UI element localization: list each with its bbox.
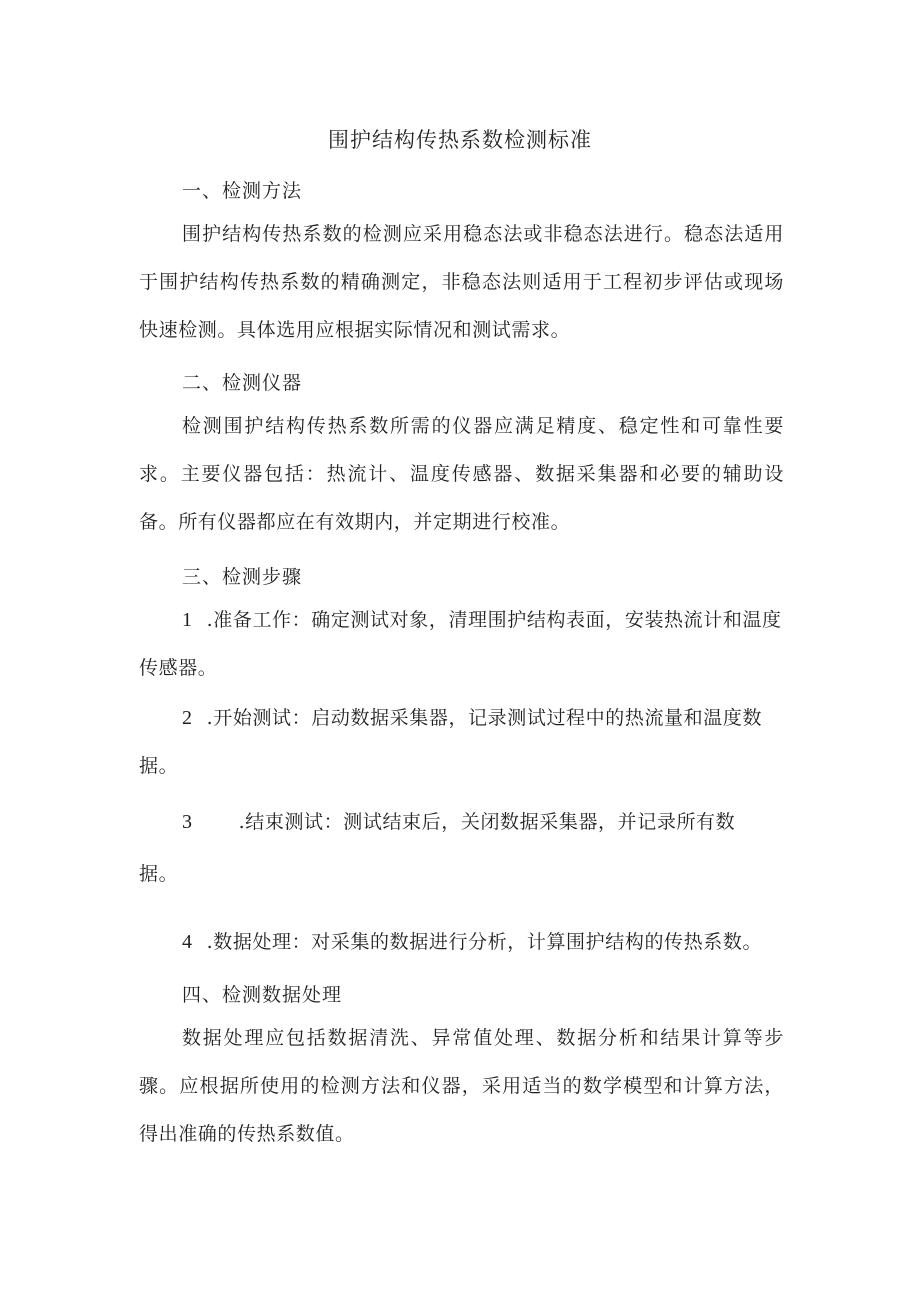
section-heading-data-processing: 四、检测数据处理 [182, 984, 343, 1006]
paragraph-text: 数据处理应包括数据清洗、异常值处理、数据分析和结果计算等步骤。应根据所使用的检测方法和仪器，采用适当的数学模型和计算方法，得出准确的传热系数值。 [139, 1027, 784, 1145]
step-number: 3 [182, 811, 193, 833]
step-item [139, 596, 784, 692]
step-text: .结束测试：测试结束后，关闭数据采集器，并记录所有数 [238, 811, 736, 833]
step-item [139, 694, 784, 790]
paragraph-text: 围护结构传热系数的检测应采用稳态法或非稳态法进行。稳态法适用于围护结构传热系数的精确测定，非稳态法则适用于工程初步评估或现场快速检测。具体选用应根据实际情况和测试需求。 [139, 223, 784, 341]
step-item [139, 798, 784, 846]
step-number: 1 [182, 609, 193, 631]
step-text: .开始测试：启动数据采集器，记录测试过程中的热流量和温度数据。 [139, 707, 763, 777]
section-heading-method: 一、检测方法 [182, 180, 303, 202]
section-heading-instruments: 二、检测仪器 [182, 372, 303, 394]
step-text: 据。 [139, 863, 179, 885]
step-text: .准备工作：确定测试对象，清理围护结构表面，安装热流计和温度传感器。 [139, 609, 782, 679]
step-number: 2 [182, 707, 193, 729]
document-title: 围护结构传热系数检测标准 [328, 128, 592, 152]
section-heading-steps: 三、检测步骤 [182, 566, 303, 588]
step-item [139, 918, 784, 966]
section-paragraph-instruments [139, 402, 784, 546]
step-number: 4 [182, 931, 193, 953]
step-text: .数据处理：对采集的数据进行分析，计算围护结构的传热系数。 [206, 931, 763, 953]
section-paragraph-data-processing [139, 1014, 784, 1158]
step-item-continuation [139, 850, 784, 898]
section-paragraph-method [139, 210, 784, 354]
paragraph-text: 检测围护结构传热系数所需的仪器应满足精度、稳定性和可靠性要求。主要仪器包括：热流计、温度传感器、数据采集器和必要的辅助设备。所有仪器都应在有效期内，并定期进行校准。 [139, 415, 784, 533]
